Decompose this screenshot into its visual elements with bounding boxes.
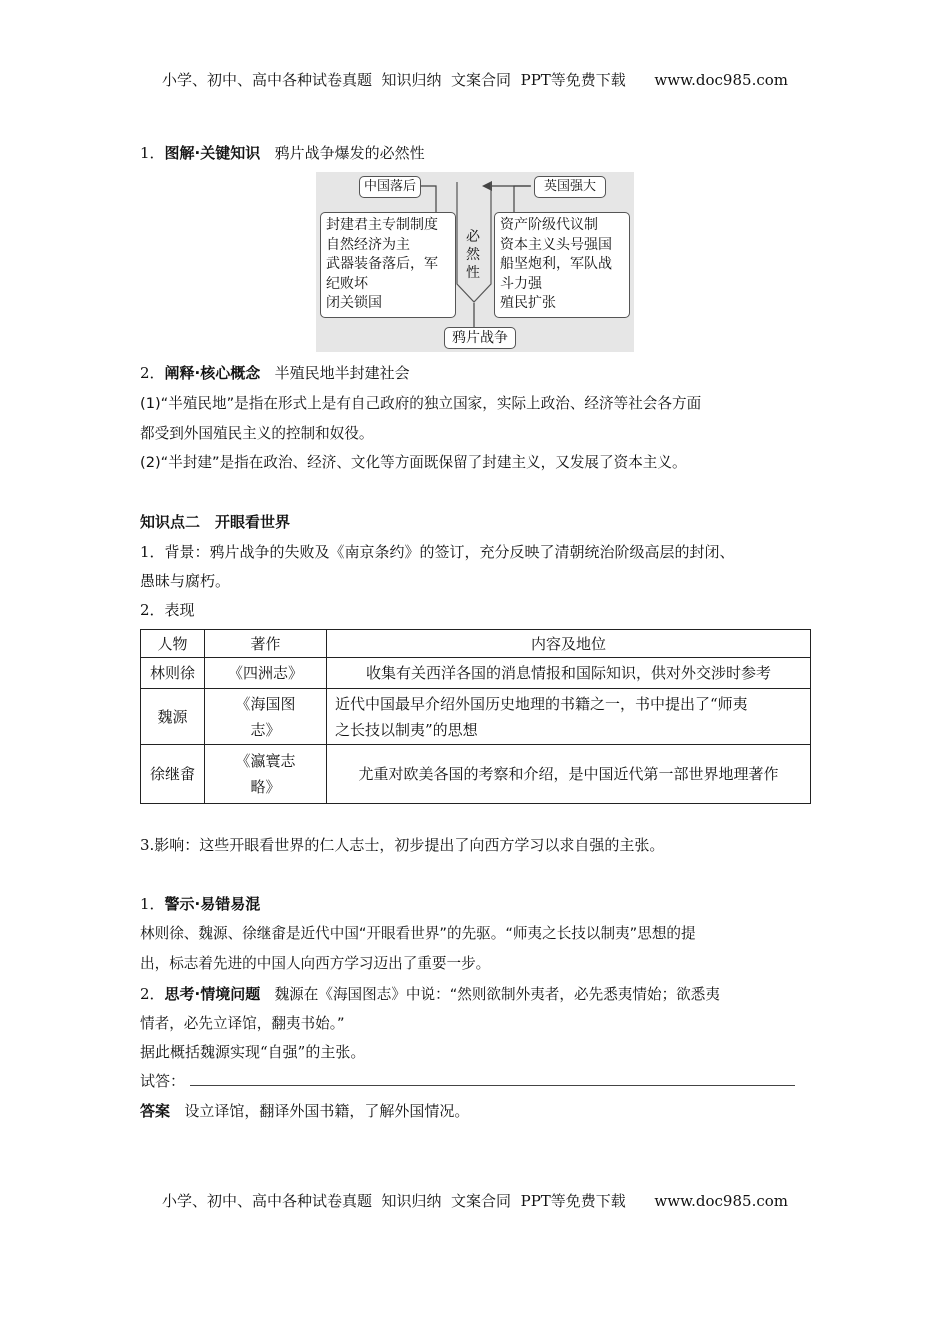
impact-text: 3.影响：这些开眼看世界的仁人志士，初步提出了向西方学习以求自强的主张。: [140, 836, 665, 854]
person-cell: 徐继畬: [141, 745, 205, 804]
column-header: 人物: [141, 630, 205, 658]
page-header: 小学、初中、高中各种试卷真题 知识归纳 文案合同 PPT等免费下载 www.doc985.com: [161, 71, 788, 89]
britain-factor: 资本主义头号强国: [500, 236, 612, 253]
content-cell: 收集有关西洋各国的消息情报和国际知识，供对外交涉时参考: [327, 658, 811, 689]
person-cell: 魏源: [141, 689, 205, 745]
warning-line-2: 出，标志着先进的中国人向西方学习迈出了重要一步。: [140, 955, 491, 972]
table-row: [141, 745, 811, 804]
think-quote-line-1: 魏源在《海国图志》中说：“然则欲制外夷者，必先悉夷情始；欲悉夷: [274, 986, 720, 1003]
britain-factor: 殖民扩张: [500, 295, 556, 311]
china-factor: 纪败坏: [326, 275, 368, 292]
knowledge-point-2-title: 知识点二 开眼看世界: [140, 513, 291, 531]
try-answer-label: 试答：: [140, 1072, 186, 1090]
opium-war-box: 鸦片战争: [444, 327, 516, 349]
china-backward-box: 中国落后: [359, 176, 421, 198]
warning-title: 警示·易错易混: [164, 895, 261, 913]
content-cell: 近代中国最早介绍外国历史地理的书籍之一，书中提出了“师夷 之长技以制夷”的思想: [327, 689, 811, 745]
china-factor: 封建君主专制制度: [326, 217, 438, 233]
work-cell: 《瀛寰志 略》: [205, 745, 327, 804]
performance-label: 2．表现: [140, 601, 195, 619]
think-heading: 2．思考·情境问题 魏源在《海国图志》中说：“然则欲制外夷者，必先悉夷情始；欲悉夷: [140, 985, 720, 1003]
column-header: 著作: [205, 630, 327, 658]
china-factor: 武器装备落后，军: [326, 256, 438, 272]
content-cell: 尤重对欧美各国的考察和介绍，是中国近代第一部世界地理著作: [327, 745, 811, 804]
china-factors-box: [320, 212, 456, 318]
semicolonial-definition-line-2: 都受到外国殖民主义的控制和奴役。: [140, 425, 374, 442]
work-cell: 《四洲志》: [205, 658, 327, 689]
section-2-title: 阐释·核心概念: [164, 364, 261, 382]
answer-text: 设立译馆，翻译外国书籍，了解外国情况。: [184, 1102, 470, 1120]
answer-blank-line[interactable]: [190, 1085, 795, 1086]
section-2-heading: 2．阐释·核心概念 半殖民地半封建社会: [140, 364, 410, 382]
table-header-row: [141, 630, 811, 658]
page-footer: 小学、初中、高中各种试卷真题 知识归纳 文案合同 PPT等免费下载 www.doc985.com: [161, 1192, 788, 1210]
person-cell: 林则徐: [141, 658, 205, 689]
section-1-text: 鸦片战争爆发的必然性: [274, 144, 425, 162]
think-question: 据此概括魏源实现“自强”的主张。: [140, 1043, 366, 1061]
section-1-number: 1．: [140, 144, 165, 162]
britain-factor: 斗力强: [500, 275, 542, 292]
think-quote-line-2: 情者，必先立译馆，翻夷书始。”: [140, 1015, 345, 1032]
semifeudal-definition: (2)“半封建”是指在政治、经济、文化等方面既保留了封建主义，又发展了资本主义。: [140, 454, 687, 471]
britain-factors-box: [494, 212, 630, 318]
warning-line-1: 林则徐、魏源、徐继畬是近代中国“开眼看世界”的先驱。“师夷之长技以制夷”思想的提: [140, 925, 696, 942]
inevitability-label: 必 然 性: [466, 229, 480, 281]
column-header: 内容及地位: [327, 630, 811, 658]
warning-heading: 1．警示·易错易混: [140, 895, 261, 913]
section-1-heading: [140, 142, 815, 164]
work-cell: 《海国图 志》: [205, 689, 327, 745]
opium-war-diagram: [316, 172, 634, 352]
britain-factor: 资产阶级代议制: [500, 217, 598, 233]
china-factor: 闭关锁国: [326, 295, 382, 311]
think-title: 思考·情境问题: [164, 985, 261, 1003]
pioneers-table: [140, 629, 811, 804]
china-factor: 自然经济为主: [326, 236, 410, 253]
section-1-title: 图解·关键知识: [164, 144, 261, 162]
britain-factor: 船坚炮利，军队战: [500, 256, 612, 272]
semicolonial-definition-line-1: (1)“半殖民地”是指在形式上是有自己政府的独立国家，实际上政治、经济等社会各方面: [140, 395, 702, 412]
section-2-text: 半殖民地半封建社会: [274, 364, 410, 382]
table-row: [141, 658, 811, 689]
background-line-1: 1．背景：鸦片战争的失败及《南京条约》的签订，充分反映了清朝统治阶级高层的封闭、: [140, 543, 735, 561]
background-line-2: 愚昧与腐朽。: [140, 572, 231, 590]
answer: [140, 1100, 815, 1122]
britain-strong-box: 英国强大: [534, 176, 606, 198]
answer-label: 答案: [140, 1102, 171, 1120]
table-row: [141, 689, 811, 745]
